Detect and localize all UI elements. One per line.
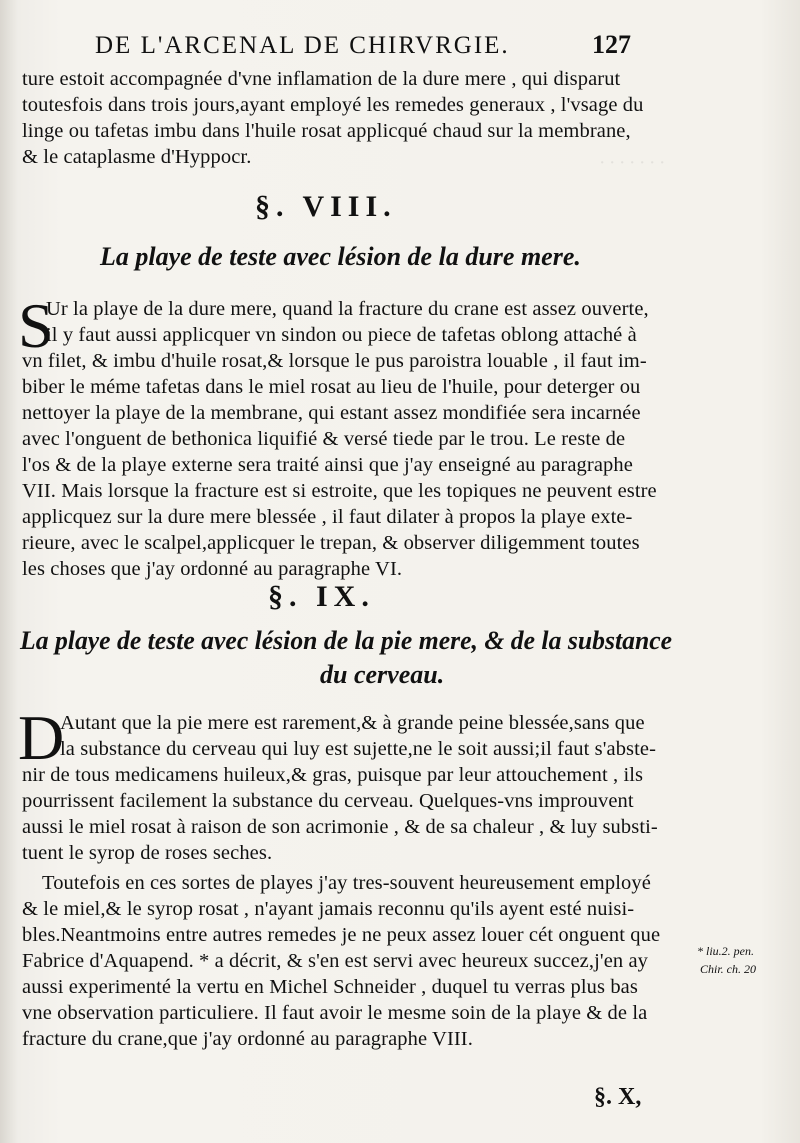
drop-cap: S: [18, 290, 54, 361]
page-header: [0, 30, 800, 64]
text-line: Ur la playe de la dure mere, quand la fracture du crane est assez ouverte,: [46, 298, 649, 320]
text-line: rieure, avec le scalpel,applicquer le trepan, & observer diligemment toutes: [22, 532, 640, 554]
text-line: Fabrice d'Aquapend. * a décrit, & s'en est servi avec heureux succez,j'en ay: [22, 950, 649, 972]
text-line: VII. Mais lorsque la fracture est si estroite, que les topiques ne peuvent estre: [22, 480, 657, 502]
text-line: & le miel,& le syrop rosat , n'ayant jamais reconnu qu'ils ayent esté nuisi-: [22, 898, 635, 920]
text-line: Toutefois en ces sortes de playes j'ay tres-souvent heureusement employé: [42, 872, 651, 894]
margin-note-line: * liu.2. pen.: [697, 944, 754, 958]
section-heading: §. VIII.: [255, 190, 397, 223]
text-line: bles.Neantmoins entre autres remedes je ne peux assez louer cét onguent que: [22, 924, 661, 946]
text-line: il y faut aussi applicquer vn sindon ou piece de tafetas oblong attaché à: [46, 324, 637, 346]
text-line: les choses que j'ay ordonné au paragraphe VI.: [22, 558, 403, 580]
section-title: La playe de teste avec lésion de la dure mere.: [100, 242, 581, 271]
text-line: aussi experimenté la vertu en Michel Schneider , duquel tu verras plus bas: [22, 976, 638, 998]
text-line: & le cataplasme d'Hyppocr.: [22, 146, 252, 168]
text-line: la substance du cerveau qui luy est sujette,ne le soit aussi;il faut s'abste-: [60, 738, 657, 760]
text-line: applicquez sur la dure mere blessée , il faut dilater à propos la playe exte-: [22, 506, 633, 528]
bleed-through: · · · · · · ·: [600, 152, 665, 174]
running-head: DE L'ARCENAL DE CHIRVRGIE.: [95, 32, 510, 59]
text-line: vn filet, & imbu d'huile rosat,& lorsque le pus paroistra louable , il faut im-: [22, 350, 647, 372]
text-line: fracture du crane,que j'ay ordonné au paragraphe VIII.: [22, 1028, 473, 1050]
margin-note-line: Chir. ch. 20: [700, 962, 757, 976]
text-line: vne observation particuliere. Il faut avoir le mesme soin de la playe & de la: [22, 1002, 648, 1024]
section-title-continued: du cerveau.: [320, 660, 445, 689]
section-heading: §. IX.: [268, 580, 375, 613]
page-number: 127: [592, 30, 631, 59]
section-title: La playe de teste avec lésion de la pie mere, & de la substance: [20, 626, 673, 655]
text-line: nir de tous medicamens huileux,& gras, puisque par leur attouchement , ils: [22, 764, 644, 786]
text-line: ture estoit accompagnée d'vne inflamation de la dure mere , qui disparut: [22, 68, 621, 90]
text-line: tuent le syrop de roses seches.: [22, 842, 273, 864]
text-line: aussi le miel rosat à raison de son acrimonie , & de sa chaleur , & luy substi-: [22, 816, 658, 838]
text-line: linge ou tafetas imbu dans l'huile rosat applicqué chaud sur la membrane,: [22, 120, 631, 142]
text-line: l'os & de la playe externe sera traité ainsi que j'ay enseigné au paragraphe: [22, 454, 633, 476]
drop-cap: D: [18, 702, 65, 773]
text-line: avec l'onguent de bethonica liquifié & versé tiede par le trou. Le reste de: [22, 428, 626, 450]
text-line: nettoyer la playe de la membrane, qui estant assez mondifiée sera incarnée: [22, 402, 641, 424]
text-line: pourrissent facilement la substance du cerveau. Quelques-vns improuvent: [22, 790, 634, 812]
text-line: Autant que la pie mere est rarement,& à grande peine blessée,sans que: [60, 712, 645, 734]
text-line: biber le méme tafetas dans le miel rosat au lieu de l'huile, pour deterger ou: [22, 376, 641, 398]
catchword: §. X,: [594, 1084, 642, 1110]
text-line: toutesfois dans trois jours,ayant employé les remedes generaux , l'vsage du: [22, 94, 644, 116]
